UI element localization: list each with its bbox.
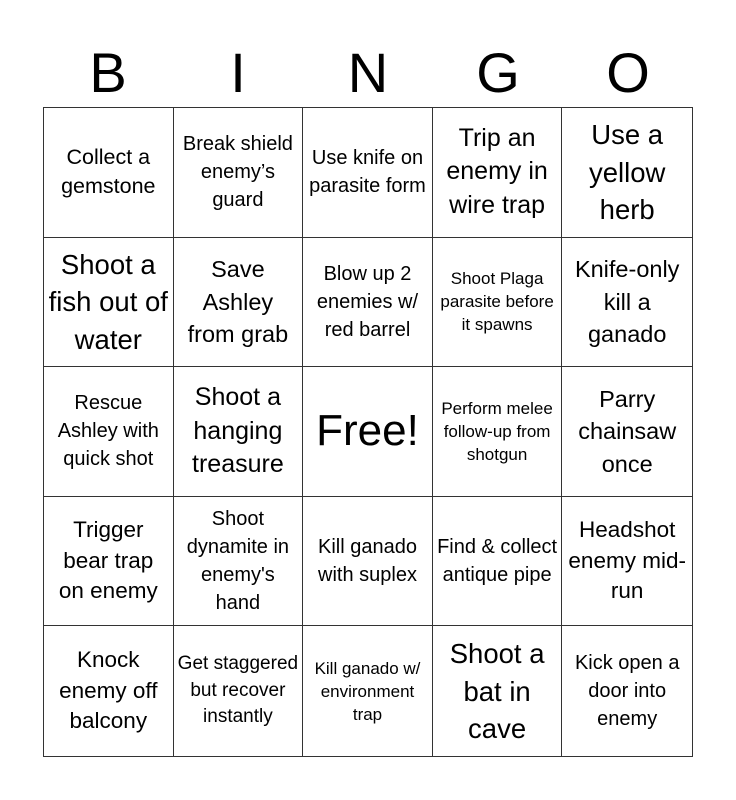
header-letter-b: B — [89, 41, 127, 104]
bingo-cell-r5c4[interactable] — [433, 626, 563, 756]
bingo-cell-r5c2[interactable] — [174, 626, 304, 756]
header-letter-o: O — [606, 41, 650, 104]
bingo-cell-r4c5[interactable] — [562, 497, 692, 627]
bingo-cell-r4c4[interactable] — [433, 497, 563, 627]
bingo-cell-text: Shoot Plaga parasite before it spawns — [440, 269, 554, 335]
bingo-cell-text: Knock enemy off balcony — [59, 647, 158, 734]
bingo-cell-text: Perform melee follow-up from shotgun — [441, 398, 553, 465]
bingo-cell-text: Use knife on parasite form — [309, 147, 426, 198]
header-letter-i: I — [230, 41, 246, 104]
bingo-cell-r5c3[interactable] — [303, 626, 433, 756]
bingo-cell-text: Shoot a fish out of water — [48, 248, 168, 355]
bingo-cell-text: Use a yellow herb — [588, 119, 666, 225]
bingo-cell-r4c3[interactable] — [303, 497, 433, 627]
free-space-label: Free! — [316, 406, 419, 456]
bingo-cell-text: Kill ganado with suplex — [318, 536, 417, 587]
bingo-cell-text: Trip an enemy in wire trap — [446, 123, 548, 220]
bingo-cell-r5c1[interactable] — [44, 626, 174, 756]
bingo-cell-r1c4[interactable] — [433, 108, 563, 238]
bingo-cell-text: Break shield enemy’s guard — [182, 133, 293, 212]
bingo-cell-r2c1[interactable] — [44, 238, 174, 368]
bingo-cell-free[interactable] — [303, 367, 433, 497]
bingo-header — [43, 38, 693, 108]
bingo-cell-r5c5[interactable] — [562, 626, 692, 756]
bingo-cell-r3c5[interactable] — [562, 367, 692, 497]
bingo-cell-r1c1[interactable] — [44, 108, 174, 238]
bingo-cell-text: Collect a gemstone — [61, 145, 156, 199]
bingo-cell-r2c2[interactable] — [174, 238, 304, 368]
bingo-cell-text: Headshot enemy mid-run — [568, 517, 686, 604]
bingo-cell-text: Shoot a bat in cave — [449, 638, 545, 744]
bingo-cell-r4c2[interactable] — [174, 497, 304, 627]
bingo-cell-text: Parry chainsaw once — [578, 385, 677, 477]
bingo-cell-r3c4[interactable] — [433, 367, 563, 497]
bingo-cell-text: Knife-only kill a ganado — [574, 256, 680, 348]
header-letter-n: N — [347, 41, 389, 104]
bingo-cell-text: Kill ganado w/ environment trap — [314, 658, 421, 724]
bingo-cell-r4c1[interactable] — [44, 497, 174, 627]
bingo-cell-r1c5[interactable] — [562, 108, 692, 238]
bingo-cell-r2c4[interactable] — [433, 238, 563, 368]
header-letter-g: G — [476, 41, 520, 104]
bingo-cell-r1c2[interactable] — [174, 108, 304, 238]
bingo-cell-text: Shoot dynamite in enemy's hand — [186, 508, 290, 615]
bingo-cell-r2c5[interactable] — [562, 238, 692, 368]
bingo-cell-text: Blow up 2 enemies w/ red barrel — [316, 262, 419, 341]
bingo-grid — [43, 107, 693, 757]
bingo-cell-text: Rescue Ashley with quick shot — [57, 392, 159, 471]
bingo-cell-r3c2[interactable] — [174, 367, 304, 497]
bingo-cell-text: Save Ashley from grab — [187, 256, 289, 348]
bingo-cell-r2c3[interactable] — [303, 238, 433, 368]
bingo-cell-text: Trigger bear trap on enemy — [58, 517, 158, 604]
bingo-cell-text: Find & collect antique pipe — [437, 536, 558, 587]
bingo-cell-text: Shoot a hanging treasure — [192, 382, 284, 479]
bingo-cell-r3c1[interactable] — [44, 367, 174, 497]
bingo-cell-text: Get staggered but recover instantly — [177, 653, 299, 728]
bingo-cell-text: Kick open a door into enemy — [574, 652, 680, 731]
bingo-cell-r1c3[interactable] — [303, 108, 433, 238]
